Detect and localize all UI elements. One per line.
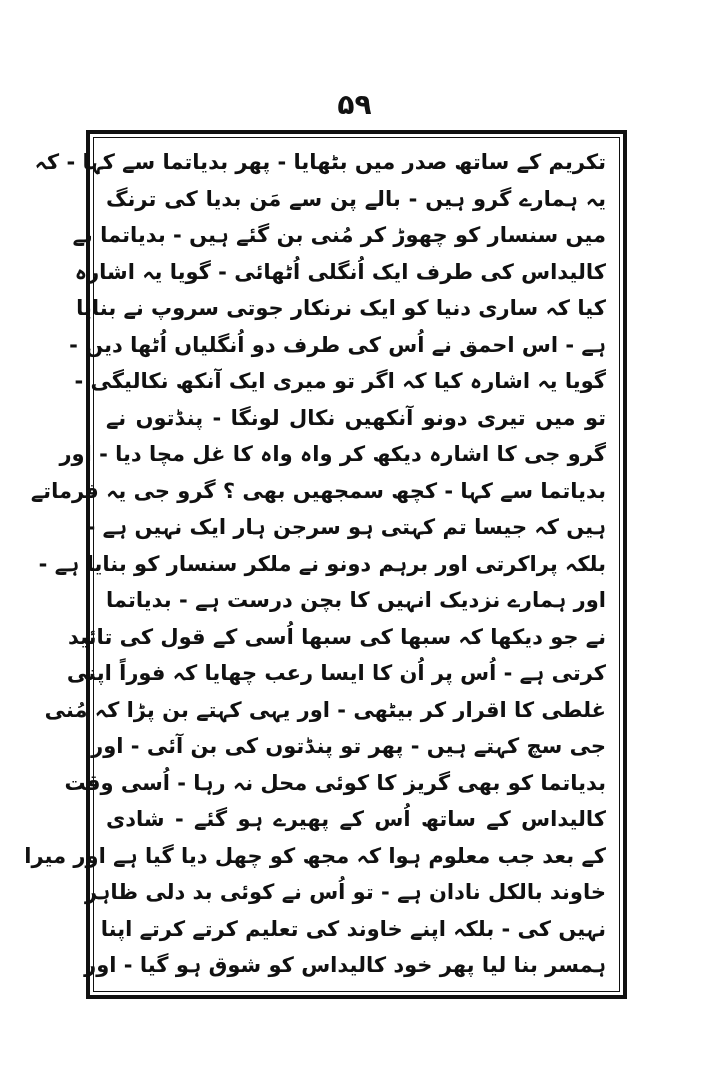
text-line: گویا یہ اشارہ کیا کہ اگر تو میری ایک آنکھ نکالیگی - xyxy=(74,369,606,393)
text-line: نے جو دیکھا کہ سبھا کی سبھا اُسی کے قول کی تائید xyxy=(67,624,606,649)
text-line: کیا کہ ساری دنیا کو ایک نرنکار جوتی سروپ نے بنایا xyxy=(76,296,606,320)
text-line: نہیں کی - بلکہ اپنے خاوند کی تعلیم کرتے کرتے اپنا xyxy=(100,916,606,941)
text-line: اور ہمارے نزدیک انہیں کا بچن درست ہے - بدیاتما xyxy=(106,588,606,612)
body-text xyxy=(24,144,606,984)
text-line: بلکہ پراکرتی اور برہم دونو نے ملکر سنسار کو بنایا ہے - xyxy=(38,551,606,576)
text-line: غلطی کا اقرار کر بیٹھی - اور یہی کہتے بن پڑا کہ مُنی xyxy=(44,697,606,722)
text-line: بدیاتما کو بھی گریز کا کوئی محل نہ رہا - اُسی وقت xyxy=(64,770,606,795)
text-line: تو میں تیری دونو آنکھیں نکال لونگا - پنڈتوں نے xyxy=(106,405,606,430)
text-line: کرتی ہے - اُس پر اُن کا ایسا رعب چھایا کہ فوراً اپنی xyxy=(66,661,606,685)
text-line: جی سچ کہتے ہیں - پھر تو پنڈتوں کی بن آئی - اور xyxy=(91,734,606,758)
text-line: کالیداس کے ساتھ اُس کے پھیرے ہو گئے - شادی xyxy=(106,807,606,831)
text-line: خاوند بالکل نادان ہے - تو اُس نے کوئی بد دلی ظاہر xyxy=(84,880,606,904)
text-line: ہے - اس احمق نے اُس کی طرف دو اُنگلیاں اُٹھا دیں - xyxy=(69,332,606,357)
text-line: کے بعد جب معلوم ہوا کہ مجھ کو چھل دیا گیا ہے اور میرا xyxy=(24,843,606,868)
text-line: گرو جی کا اشارہ دیکھ کر واہ واہ کا غل مچا دیا - اور xyxy=(59,442,606,466)
text-line: ہیں کہ جیسا تم کہتی ہو سرجن ہار ایک نہیں ہے - xyxy=(86,515,606,539)
text-line: کالیداس کی طرف ایک اُنگلی اُٹھائی - گویا یہ اشارہ xyxy=(74,259,606,284)
text-line: ہمسر بنا لیا پھر خود کالیداس کو شوق ہو گیا - اور xyxy=(84,953,606,977)
text-line: تکریم کے ساتھ صدر میں بٹھایا - پھر بدیاتما سے کہا - کہ xyxy=(34,150,606,174)
text-line: بدیاتما سے کہا - کچھ سمجھیں بھی ؟ گرو جی یہ فرماتے xyxy=(30,478,606,503)
text-line: میں سنسار کو چھوڑ کر مُنی بن گئے ہیں - بدیاتما نے xyxy=(72,223,606,247)
page-number: ۵۹ xyxy=(337,88,372,121)
text-line: یہ ہمارے گرو ہیں - بالے پن سے مَن بدیا کی ترنگ xyxy=(106,186,606,211)
